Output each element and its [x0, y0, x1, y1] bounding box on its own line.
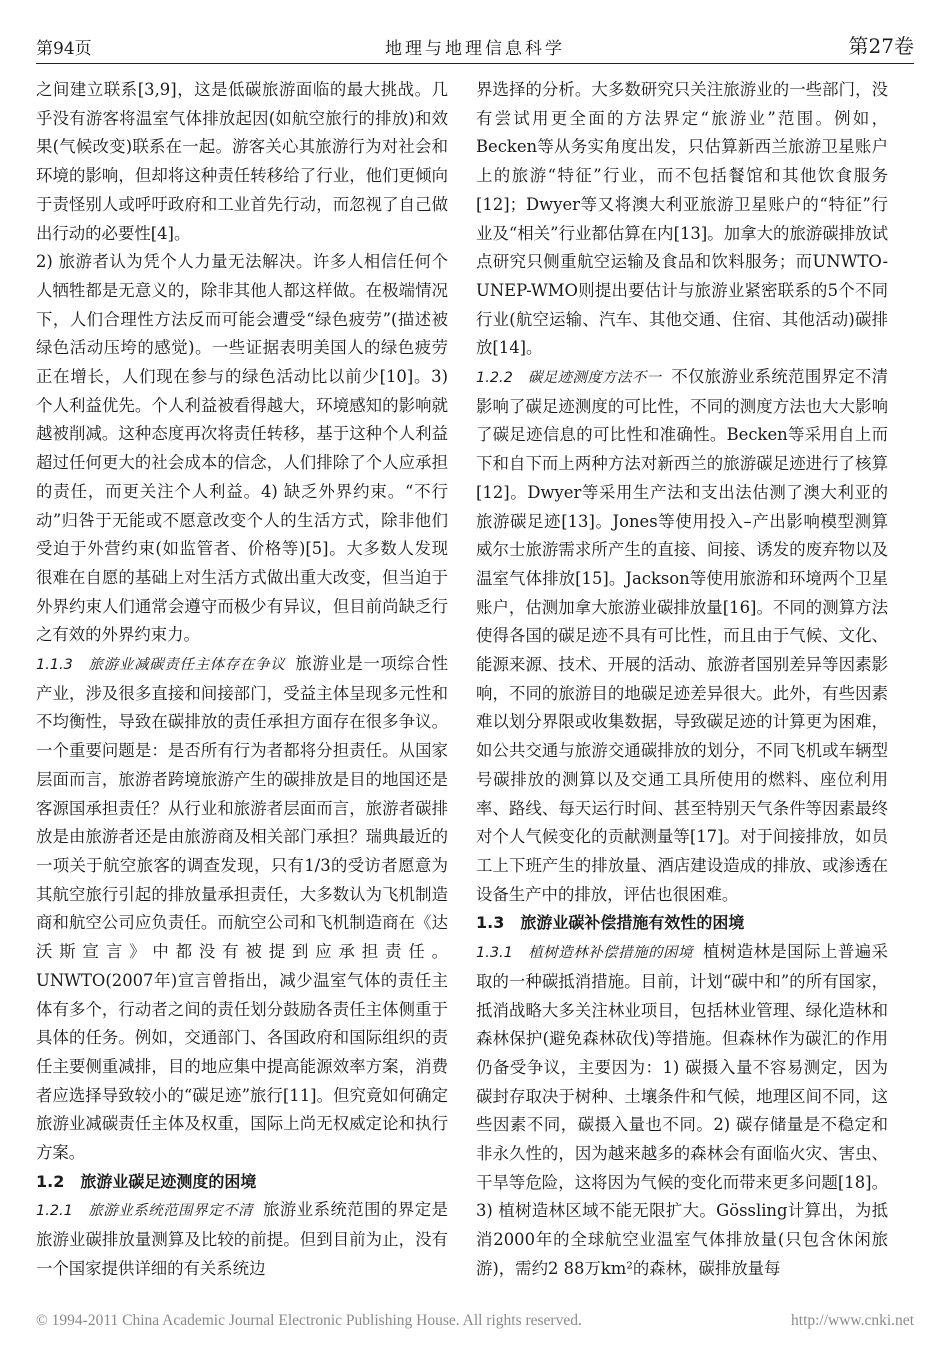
- page-header: [36, 30, 914, 64]
- footer-url: http://www.cnki.net: [791, 1312, 914, 1329]
- paragraph: 旅游业系统范围的界定是旅游业碳排放量测算及比较的前提。但到目前为止，没有一个国家提供详细的有关系统边: [36, 1200, 448, 1278]
- section-heading-1-2: 1.2 旅游业碳足迹测度的困境: [36, 1171, 257, 1191]
- subsection-1-2-2: [476, 363, 888, 909]
- paragraph: 界选择的分析。大多数研究只关注旅游业的一些部门，没有尝试用更全面的方法界定“旅游业”范围。例如，Becken等从务实角度出发，只估算新西兰旅游卫星账户上的旅游“特征”行业，而不包括餐馆和其他饮食服务[12]；Dwyer等又将澳大利亚旅游卫星账户的“特征”行业及“相关”行业都估算在内[13]。加拿大的旅游碳排放试点研究只侧重航空运输及食品和饮料服务；而UNWTO-UNEP-WMO则提出要估计与旅游业紧密联系的5个不同行业(航空运输、汽车、其他交通、住宿、其他活动)碳排放[14]。: [476, 80, 888, 358]
- journal-title: 地理与地理信息科学: [385, 39, 565, 59]
- subsection-heading: 1.1.3 旅游业减碳责任主体存在争议: [36, 657, 286, 674]
- copyright-notice: © 1994-2011 China Academic Journal Electronic Publishing House. All rights reserved.: [36, 1312, 582, 1329]
- paragraph: 之间建立联系[3,9]，这是低碳旅游面临的最大挑战。几乎没有游客将温室气体排放起因(如航空旅行的排放)和效果(气候改变)联系在一起。游客关心其旅游行为对社会和环境的影响，但却将这种责任转移给了行业，他们更倾向于责怪别人或呼吁政府和工业首先行动，而忽视了自己做出行动的必要性[4]。: [36, 80, 448, 243]
- subsection-1-1-3: [36, 650, 448, 1168]
- paragraph: 2) 旅游者认为凭个人力量无法解决。许多人相信任何个人牺牲都是无意义的，除非其他人都这样做。在极端情况下，人们合理性方法反而可能会遭受“绿色疲劳”(描述被绿色活动压垮的感觉)。一些证据表明美国人的绿色疲劳正在增长，人们现在参与的绿色活动比以前少[10]。3) 个人利益优先。个人利益被看得越大，环境感知的影响就越被削减。这种态度再次将责任转移，基于这种个人利益超过任何更大的社会成本的信念，人们排除了个人应承担的责任，而更关注个人利益。4) 缺乏外界约束。“不行动”归咎于无能或不愿意改变个人的生活方式，除非他们受迫于外营约束(如监管者、价格等)[5]。大多数人发现很难在自愿的基础上对生活方式做出重大改变，但当迫于外界约束人们通常会遵守而极少有异议，但目前尚缺乏行之有效的外界约束力。: [36, 252, 448, 645]
- page-number: 第94页: [36, 39, 92, 59]
- subsection-heading: 1.2.2 碳足迹测度方法不一: [476, 370, 662, 387]
- paragraph: 不仅旅游业系统范围界定不清影响了碳足迹测度的可比性，不同的测度方法也大大影响了碳足迹信息的可比性和准确性。Becken等采用自上而下和自下而上两种方法对新西兰的旅游碳足迹进行了核算[12]。Dwyer等采用生产法和支出法估测了澳大利亚的旅游碳足迹[13]。Jones等使用投入–产出影响模型测算威尔士旅游需求所产生的直接、间接、诱发的废弃物以及温室气体排放[15]。Jackson等使用旅游和环境两个卫星账户，估测加拿大旅游业碳排放量[16]。不同的测算方法使得各国的碳足迹不具有可比性，而且由于气候、文化、能源来源、技术、开展的活动、旅游者国别差异等因素影响，不同的旅游目的地碳足迹差异很大。此外，有些因素难以划分界限或收集数据，导致碳足迹的计算更为困难，如公共交通与旅游交通碳排放的划分，不同飞机或车辆型号碳排放的测算以及交通工具所使用的燃料、座位利用率、路线、每天运行时间、甚至特别天气条件等因素最终对个人气候变化的贡献测量等[17]。对于间接排放，如员工上下班产生的排放量、酒店建设造成的排放、或渗透在设备生产中的排放，评估也很困难。: [476, 367, 888, 904]
- left-column: [36, 76, 448, 1284]
- paragraph: 旅游业是一项综合性产业，涉及很多直接和间接部门，受益主体呈现多元性和不均衡性，导致在碳排放的责任承担方面存在很多争议。一个重要问题是：是否所有行为者都将分担责任。从国家层面而言，旅游者跨境旅游产生的碳排放是目的地国还是客源国承担责任？从行业和旅游者层面而言，旅游者碳排放是由旅游者还是由旅游商及相关部门承担？瑞典最近的一项关于航空旅客的调查发现，只有1/3的受访者愿意为其航空旅行引起的排放量承担责任，大多数认为飞机制造商和航空公司应负责任。而航空公司和飞机制造商在《达沃斯宣言》中都没有被提到应承担责任。UNWTO(2007年)宣言曾指出，减少温室气体的责任主体有多个，行动者之间的责任划分鼓励各责任主体侧重于具体的任务。例如，交通部门、各国政府和国际组织的责任主要侧重减排，目的地应集中提高能源效率方案，消费者应选择导致较小的“碳足迹”旅行[11]。但究竟如何确定旅游业减碳责任主体及权重，国际上尚无权威定论和执行方案。: [36, 654, 448, 1163]
- right-column: [476, 76, 888, 1284]
- subsection-heading: 1.3.1 植树造林补偿措施的困境: [476, 945, 693, 962]
- subsection-1-2-1: [36, 1196, 448, 1283]
- subsection-heading: 1.2.1 旅游业系统范围界定不清: [36, 1203, 253, 1220]
- header-rule: [36, 63, 914, 64]
- volume-number: 第27卷: [848, 34, 914, 58]
- paragraph: 植树造林是国际上普遍采取的一种碳抵消措施。目前，计划“碳中和”的所有国家，抵消战略大多关注林业项目，包括林业管理、绿化造林和森林保护(避免森林砍伐)等措施。但森林作为碳汇的作用仍备受争议，主要因为：1) 碳摄入量不容易测定，因为碳封存取决于树种、土壤条件和气候，地理区间不同，这些因素不同，碳摄入量也不同。2) 碳存储量是不稳定和非永久性的，因为越来越多的森林会有面临火灾、害虫、干旱等危险，这将因为气候的变化而带来更多问题[18]。3) 植树造林区域不能无限扩大。Gössling计算出，为抵消2000年的全球航空业温室气体排放量(只包含休闲旅游)，需约2 88万km²的森林，碳排放量每: [476, 942, 888, 1278]
- subsection-1-3-1: [476, 938, 888, 1283]
- section-heading-1-3: 1.3 旅游业碳补偿措施有效性的困境: [476, 913, 745, 933]
